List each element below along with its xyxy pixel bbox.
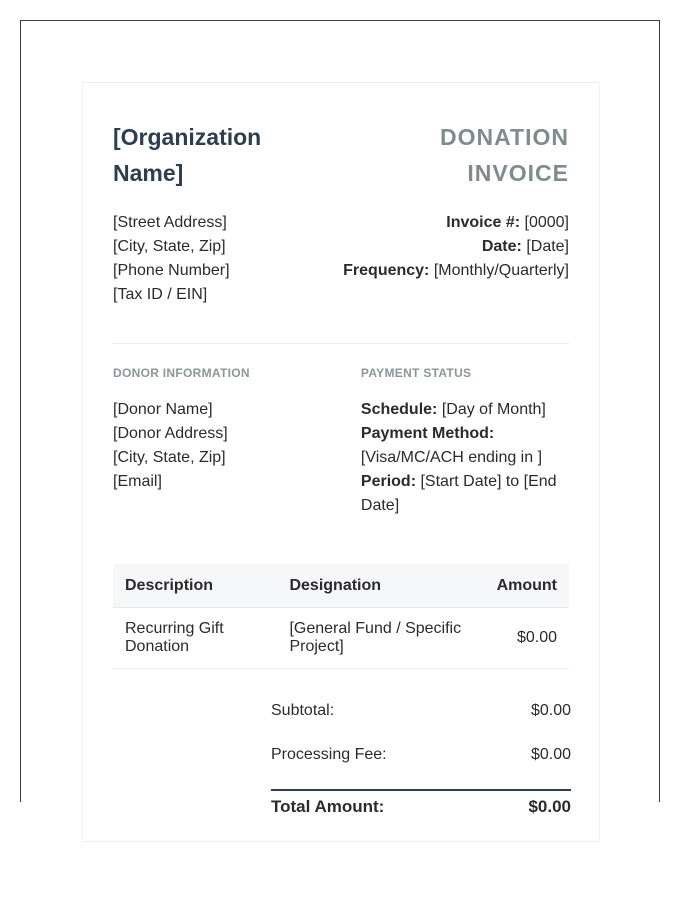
- invoice-card: [82, 82, 600, 842]
- row-description: Recurring Gift Donation: [113, 608, 277, 669]
- total-value: $0.00: [528, 797, 571, 816]
- address-line-city: [City, State, Zip]: [113, 238, 226, 255]
- organization-address: [113, 211, 230, 307]
- fee-value: $0.00: [530, 746, 571, 763]
- invoice-meta: [343, 211, 569, 307]
- address-line-taxid: [Tax ID / EIN]: [113, 286, 208, 303]
- row-amount: $0.00: [485, 608, 569, 669]
- donor-city: [City, State, Zip]: [113, 449, 226, 466]
- payment-schedule: Schedule: [Day of Month]: [360, 401, 546, 418]
- fee-label: Processing Fee:: [271, 746, 387, 763]
- organization-name: [Organization Name]: [113, 124, 262, 186]
- header-description: Description: [113, 564, 277, 608]
- invoice-header: [113, 113, 569, 191]
- donor-email: [Email]: [113, 473, 162, 490]
- row-designation: [General Fund / Specific Project]: [277, 608, 484, 669]
- fee-line: [271, 733, 571, 777]
- address-line-street: [Street Address]: [113, 214, 227, 231]
- address-line-phone: [Phone Number]: [113, 262, 230, 279]
- line-items-table: [113, 564, 569, 669]
- header-designation: Designation: [277, 564, 484, 608]
- payment-details: [361, 398, 569, 518]
- header-amount: Amount: [485, 564, 569, 608]
- subtotal-label: Subtotal:: [271, 702, 335, 719]
- document-title: DONATION INVOICE: [440, 124, 569, 186]
- payment-section: [361, 364, 569, 518]
- total-line: [271, 789, 571, 841]
- totals-block: [271, 689, 571, 841]
- payment-period: Period: [Start Date] to [End Date]: [360, 473, 557, 514]
- subtotal-line: [271, 689, 571, 733]
- donor-section: [113, 364, 361, 518]
- section-divider: [113, 343, 569, 344]
- meta-invoice-number: Invoice #: [0000]: [446, 214, 569, 231]
- donor-name: [Donor Name]: [113, 401, 213, 418]
- table-row: [113, 608, 569, 669]
- payment-method: Payment Method: [Visa/MC/ACH ending in ]: [360, 425, 543, 466]
- meta-frequency: Frequency: [Monthly/Quarterly]: [343, 262, 569, 279]
- donor-address: [Donor Address]: [113, 425, 228, 442]
- payment-heading: PAYMENT STATUS: [360, 366, 472, 380]
- meta-date: Date: [Date]: [481, 238, 569, 255]
- details-row: [113, 364, 569, 518]
- info-row: [113, 211, 569, 307]
- document-page: [20, 20, 660, 816]
- donor-details: [113, 398, 361, 494]
- total-label: Total Amount:: [271, 797, 385, 816]
- subtotal-value: $0.00: [530, 702, 571, 719]
- table-header-row: [113, 564, 569, 608]
- donor-heading: DONOR INFORMATION: [113, 366, 250, 380]
